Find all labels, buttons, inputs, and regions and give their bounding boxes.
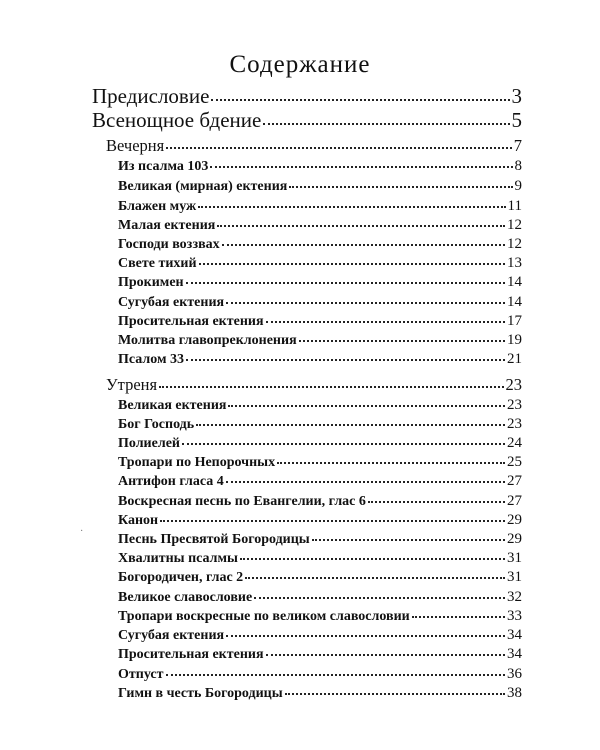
dot-leader (217, 224, 505, 227)
dot-leader (226, 301, 505, 304)
toc-label: Просительная ектения (118, 647, 264, 662)
dot-leader (277, 461, 505, 464)
toc-label: Великая (мирная) ектения (118, 179, 288, 194)
toc-page-number: 23 (507, 397, 522, 413)
toc-label: Сугубая ектения (118, 295, 225, 310)
toc-page-number: 14 (507, 274, 522, 290)
toc-label: Полиелей (118, 436, 180, 451)
toc-label: Канон (118, 513, 159, 528)
stray-dot-mark: · (80, 526, 84, 537)
toc-page-number: 27 (507, 473, 522, 489)
toc-label: Псалом 33 (118, 352, 185, 367)
dot-leader (182, 442, 505, 445)
toc-entry[interactable] (118, 531, 522, 548)
toc-entry[interactable] (118, 550, 522, 567)
toc-label: Господи воззвах (118, 237, 220, 252)
toc-entry[interactable] (118, 589, 522, 606)
toc-page-number: 27 (507, 493, 522, 509)
toc-page-number: 19 (507, 332, 522, 348)
toc-page-number: 34 (507, 627, 522, 643)
toc-label: Просительная ектения (118, 314, 264, 329)
dot-leader (368, 500, 505, 503)
dot-leader (289, 185, 512, 188)
toc-entry-preface[interactable] (92, 84, 522, 109)
toc-entry[interactable] (118, 294, 522, 311)
toc-page-number: 33 (507, 608, 522, 624)
toc-page-number: 12 (507, 236, 522, 252)
toc-section-vespers[interactable] (106, 136, 522, 156)
toc-label: Богородичен, глас 2 (118, 570, 244, 585)
toc-label: Воскресная песнь по Евангелии, глас 6 (118, 494, 366, 509)
dot-leader (266, 653, 505, 656)
toc-page-number: 9 (514, 178, 522, 194)
dot-leader (412, 615, 505, 618)
toc-entry[interactable] (118, 255, 522, 272)
dot-leader (299, 339, 505, 342)
dot-leader (285, 692, 505, 695)
toc-entry[interactable] (118, 608, 522, 625)
toc-entry[interactable] (118, 332, 522, 349)
toc-entry[interactable] (118, 274, 522, 291)
toc-entry[interactable] (118, 473, 522, 490)
toc-entry[interactable] (118, 627, 522, 644)
toc-label: Тропари по Непорочных (118, 455, 276, 470)
toc-entry[interactable] (118, 512, 522, 529)
toc-entry[interactable] (118, 454, 522, 471)
toc-label: Малая ектения (118, 218, 216, 233)
toc-entry[interactable] (118, 435, 522, 452)
toc-label: Великое славословие (118, 590, 253, 605)
dot-leader (228, 404, 505, 407)
toc-page-number: 14 (507, 294, 522, 310)
toc-page-number: 23 (505, 375, 522, 394)
toc-entry[interactable] (118, 569, 522, 586)
toc-entry[interactable] (118, 666, 522, 683)
toc-page-number: 31 (507, 569, 522, 585)
toc-entry-vigil[interactable] (92, 108, 522, 133)
toc-entry[interactable] (118, 416, 522, 433)
toc-label: Гимн в честь Богородицы (118, 686, 283, 701)
toc-entry[interactable] (118, 236, 522, 253)
dot-leader (245, 576, 505, 579)
toc-label: Предисловие (92, 84, 210, 108)
toc-entry[interactable] (118, 313, 522, 330)
dot-leader (222, 243, 505, 246)
toc-section-matins[interactable] (106, 375, 522, 395)
toc-page-number: 32 (507, 589, 522, 605)
toc-entry[interactable] (118, 158, 522, 175)
dot-leader (226, 480, 505, 483)
toc-page-number: 11 (507, 198, 522, 214)
toc-entry[interactable] (118, 198, 522, 215)
dot-leader (240, 557, 505, 560)
toc-label: Великая ектения (118, 398, 227, 413)
dot-leader (196, 423, 505, 426)
toc-label: Вечерня (106, 136, 165, 155)
dot-leader (160, 519, 505, 522)
toc-page-number: 21 (507, 351, 522, 367)
toc-entry[interactable] (118, 217, 522, 234)
toc-page-number: 38 (507, 685, 522, 701)
toc-page-number: 23 (507, 416, 522, 432)
toc-label: Молитва главопреклонения (118, 333, 297, 348)
toc-page-number: 24 (507, 435, 522, 451)
dot-leader (254, 596, 505, 599)
toc-entry[interactable] (118, 178, 522, 195)
dot-leader (198, 205, 505, 208)
toc-page-number: 25 (507, 454, 522, 470)
dot-leader (186, 281, 505, 284)
toc-entry[interactable] (118, 351, 522, 368)
toc-page-number: 17 (507, 313, 522, 329)
toc-page-number: 13 (507, 255, 522, 271)
toc-label: Сугубая ектения (118, 628, 225, 643)
toc-label: Песнь Пресвятой Богородицы (118, 532, 310, 547)
toc-label: Антифон гласа 4 (118, 474, 224, 489)
dot-leader (186, 358, 505, 361)
dot-leader (263, 122, 509, 125)
dot-leader (312, 538, 505, 541)
toc-page-number: 29 (507, 512, 522, 528)
toc-label: Бог Господь (118, 417, 195, 432)
toc-entry[interactable] (118, 493, 522, 510)
toc-label: Прокимен (118, 275, 184, 290)
toc-label: Всенощное бдение (92, 108, 262, 132)
page-title: Содержание (229, 50, 371, 78)
toc-label: Из псалма 103 (118, 159, 209, 174)
toc-label: Тропари воскресные по великом славословии (118, 609, 410, 624)
toc-label: Свете тихий (118, 256, 197, 271)
toc-page-number: 29 (507, 531, 522, 547)
dot-leader (266, 320, 505, 323)
toc-label: Хвалитны псалмы (118, 551, 238, 566)
dot-leader (210, 165, 512, 168)
dot-leader (166, 146, 512, 149)
dot-leader (166, 673, 506, 676)
toc-page-number: 12 (507, 217, 522, 233)
toc-label: Блажен муж (118, 199, 197, 214)
dot-leader (159, 385, 503, 388)
toc-label: Отпуст (118, 667, 164, 682)
toc-page-number: 36 (507, 666, 522, 682)
toc-label: Утреня (106, 375, 158, 394)
toc-page-number: 31 (507, 550, 522, 566)
toc-entry[interactable] (118, 397, 522, 414)
toc-entry[interactable] (118, 685, 522, 702)
dot-leader (199, 262, 505, 265)
toc-page-number: 3 (511, 84, 522, 108)
toc-page-number: 7 (513, 136, 522, 155)
dot-leader (226, 634, 505, 637)
toc-entry[interactable] (118, 646, 522, 663)
toc-page-number: 8 (514, 158, 522, 174)
toc-page-number: 34 (507, 646, 522, 662)
toc-page-number: 5 (511, 108, 522, 132)
dot-leader (211, 98, 509, 101)
